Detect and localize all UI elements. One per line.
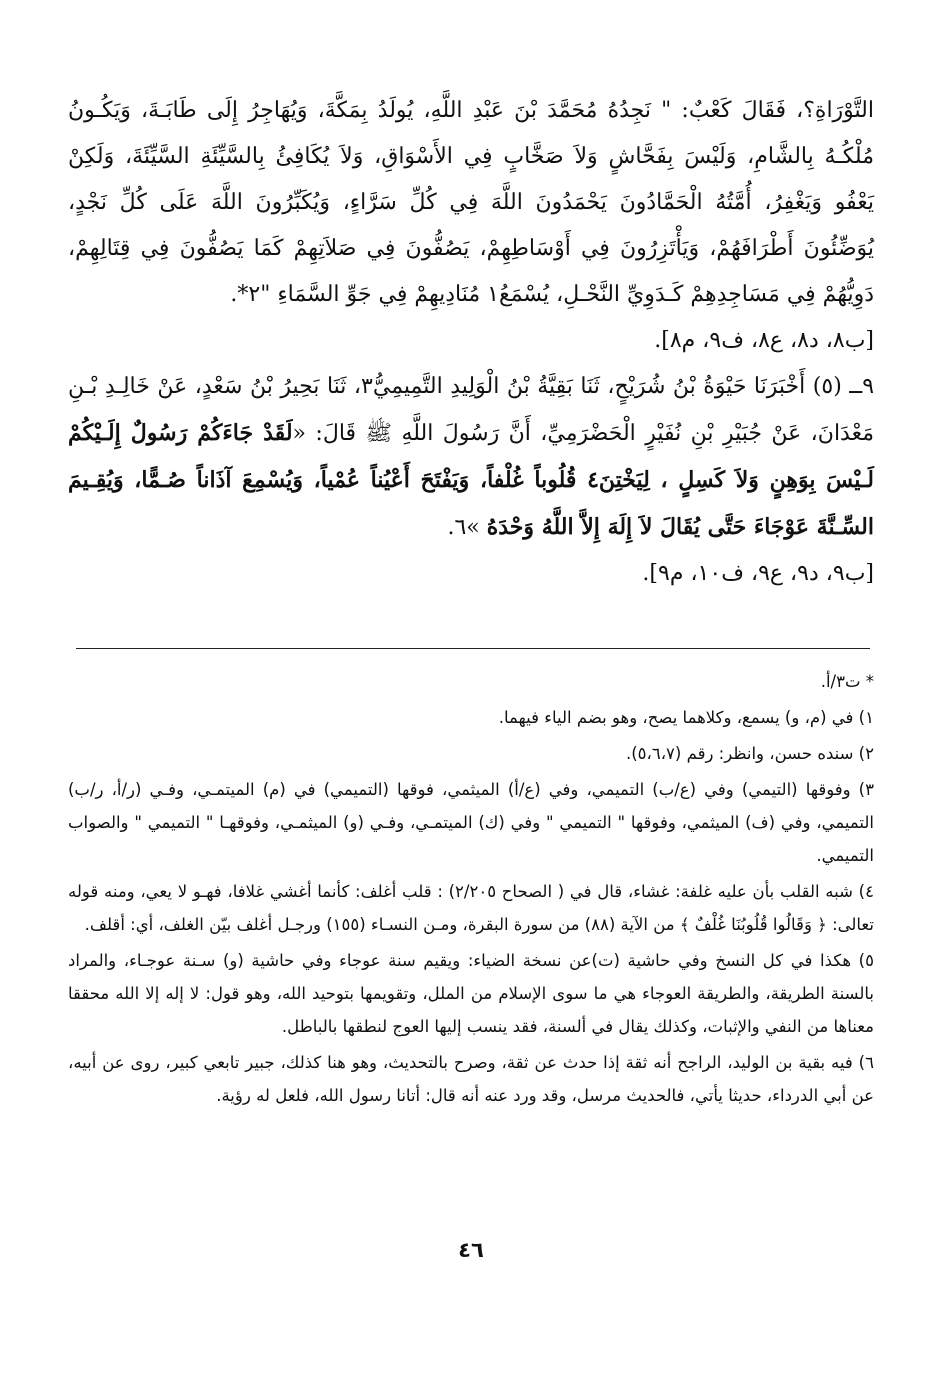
footnote-3: ٣) وفوقها (التيمي) وفي (ع/ب) التميمي، وفي (ع/أ) الميثمي، فوقها (التميمي) في (م) الميتمـي، وفـي (ر/أ، ر/ب) التميمي، وفي (ف) الميثمي، وفوقها " التميمي " وفي (ك) الميتمـي، وفـي (و) الميثمـي، وفوقهـا " التميمي " والصواب التميمي. xyxy=(68,780,874,865)
footnotes xyxy=(68,665,874,1115)
footnote-2: ٢) سنده حسن، وانظر: رقم (٥،٦،٧). xyxy=(625,744,874,763)
footnote-star: * ت٣/أ. xyxy=(820,672,874,691)
manuscript-reference-2: [ب٩، د٩، ع٩، ف١٠، م٩]. xyxy=(642,561,874,586)
hadith-matn: لَقَدْ جَاءَكُمْ رَسُولٌ إِلَـيْكُمْ لَـيْسَ بِوَهِنٍ وَلاَ كَسِلٍ ، لِيَخْتِنَ٤ قُلُوباً غُلْفاً، وَيَفْتَحَ أَعْيُناً عُمْياً، وَيُسْمِعَ آذَاناً صُـمًّا، وَيُقِـيمَ السِّـنَّةَ عَوْجَاءَ حَتَّى يُقَالَ لاَ إِلَهَ إِلاَّ اللَّهُ وَحْدَهُ xyxy=(68,420,874,540)
footnote-4: ٤) شبه القلب بأن عليه غلفة: غشاء، قال في ( الصحاح ٢/٢٠٥) : قلب أغلف: كأنما أغشي غلافا، فهـو لا يعي، ومنه قوله تعالى: ﴿ وَقَالُوا قُلُوبُنَا غُلْفٌ ﴾ من الآية (٨٨) من سورة البقرة، ومـن النسـاء (١٥٥) ورجـل أغلف بيّن الغلف، أي: أقلف. xyxy=(68,882,874,934)
main-text xyxy=(68,88,874,597)
footnote-1: ١) في (م، و) يسمع، وكلاهما يصح، وهو بضم الياء فيهما. xyxy=(498,708,874,727)
hadith-close: »٦. xyxy=(447,515,487,540)
footnote-6: ٦) فيه بقية بن الوليد، الراجح أنه ثقة إذا حدث عن ثقة، وصرح بالتحديث، وهو هنا كذلك، جبير تابعي كبير، روى عن أبيه، عن أبي الدرداء، حديثا يأتي، فالحديث مرسل، وقد ورد عنه أنه قال: أتانا رسول الله، فلعل له رؤية. xyxy=(68,1053,874,1105)
manuscript-reference-1: [ب٨، د٨، ع٨، ف٩، م٨]. xyxy=(654,328,874,353)
footnote-divider xyxy=(76,648,870,649)
footnote-5: ٥) هكذا في كل النسخ وفي حاشية (ت)عن نسخة الضياء: ويقيم سنة عوجاء وفي حاشية (و) سـنة عوجـاء، والمراد بالسنة الطريقة، والطريقة العوجاء هي ما سوى الإسلام من الملل، وتقويمها بتوحيد الله، وهو قول: لا إله إلا الله محققا معناها من النفي والإثبات، وكذلك يقال في ألسنة، فقد ينسب إليها العوج لنطقها بالباطل. xyxy=(68,951,874,1036)
hadith-isnad: ٩ــ (٥) أَخْبَرَنَا حَيْوَةُ بْنُ شُرَيْحٍ، ثَنَا بَقِيَّةُ بْنُ الْوَلِيدِ التَّمِيمِيُّ٣، ثَنَا بَحِيرُ بْنُ سَعْدٍ، عَنْ خَالِـدِ بْـنِ مَعْدَانَ، عَنْ جُبَيْرِ بْنِ نُفَيْرٍ الْحَضْرَمِيِّ، أَنَّ رَسُولَ اللَّهِ ﷺ قَالَ: « xyxy=(68,374,875,446)
hadith-9 xyxy=(68,364,874,551)
paragraph-kaab: التَّوْرَاةِ؟، فَقَالَ كَعْبٌ: " نَجِدُهُ مُحَمَّدَ بْنَ عَبْدِ اللَّهِ، يُولَدُ بِمَكَّةَ، وَيُهَاجِرُ إِلَى طَابَـةَ، وَيَكُـونُ مُلْكُـهُ بِالشَّامِ، وَلَيْسَ بِفَحَّاشٍ وَلاَ صَخَّابٍ فِي الأَسْوَاقِ، وَلاَ يُكَافِئُ بِالسَّيِّئَةِ السَّيِّئَةَ، وَلَكِنْ يَعْفُو وَيَغْفِرُ، أُمَّتُهُ الْحَمَّادُونَ يَحْمَدُونَ اللَّهَ فِي كُلِّ سَرَّاءٍ، وَيُكَبِّرُونَ اللَّهَ عَلَى كُلِّ نَجْدٍ، يُوَضِّئُونَ أَطْرَافَهُمْ، وَيَأْتَزِرُونَ فِي أَوْسَاطِهِمْ، يَصُفُّونَ فِي صَلاَتِهِمْ كَمَا يَصُفُّونَ فِي قِتَالِهِمْ، دَوِيُّهُمْ فِي مَسَاجِدِهِمْ كَـدَوِيِّ النَّحْـلِ، يُسْمَعُ١ مُنَادِيهِمْ فِي جَوِّ السَّمَاءِ "٢*. xyxy=(68,98,874,307)
page-number: ٤٦ xyxy=(458,1238,484,1262)
